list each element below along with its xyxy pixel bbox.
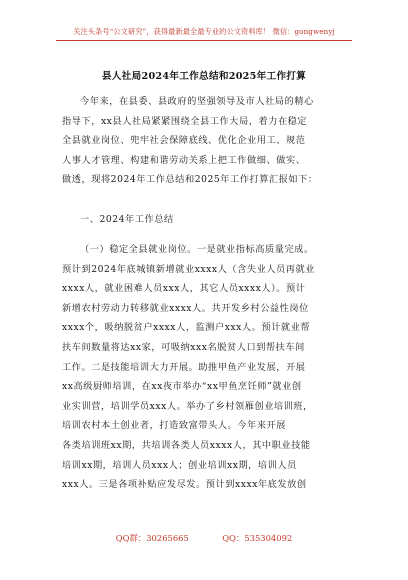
main-line: 培训xx期，培训人员xxx人；创业培训xx期，培训人员 — [62, 459, 297, 471]
document-title: 县人社局2024年工作总结和2025年工作打算 — [101, 71, 307, 82]
main-line: xx高级厨师培训，在xx夜市举办“xx甲鱼烹饪师”就业创 — [62, 381, 302, 393]
main-paragraph — [62, 240, 354, 495]
footer-contact — [0, 532, 408, 544]
intro-line: 人事人才管理、构建和谐劳动关系上把工作做细、做实、 — [62, 154, 306, 166]
main-line: 预计到2024年底城镇新增就业xxxx人（含失业人员再就业 — [62, 263, 315, 275]
intro-paragraph — [62, 92, 354, 190]
intro-line: 今年来，在县委、县政府的坚强领导及市人社局的精心 — [80, 96, 314, 107]
intro-line: 指导下，xx县人社局紧紧围绕全县工作大局，着力在稳定 — [62, 115, 308, 127]
footer-qq: QQ：535304092 — [222, 533, 293, 543]
main-line: 培训农村本土创业者，打造致富带头人。今年来开展 — [62, 420, 286, 432]
header-divider — [56, 40, 352, 41]
main-line: xxxx个，吸纳脱贫户xxxx人，监测户xxx人。预计就业帮 — [62, 322, 311, 334]
main-line: 工作。二是技能培训大力开展。助推甲鱼产业发展，开展 — [62, 361, 306, 373]
section-heading: 一、2024年工作总结 — [80, 214, 174, 225]
main-line: 各类培训班xx期，共培训各类人员xxxx人，其中职业技能 — [62, 439, 311, 451]
footer-qq-group: QQ群：30265665 — [115, 533, 189, 543]
main-line: 新增农村劳动力转移就业xxxx人。共开发乡村公益性岗位 — [62, 302, 309, 314]
main-line: 业实训营，培训学员xxx人。举办了乡村领雁创业培训班， — [62, 400, 313, 412]
main-line: xxx人。三是各项补贴应发尽发。预计到xxxx年底发放创 — [62, 479, 307, 491]
main-line: （一）稳定全县就业岗位。一是就业指标高质量完成。 — [80, 244, 314, 255]
header-banner: 关注头条号“公文研究”，获得最新最全最专业的公文资料库！ 微信：gongwenyj — [73, 27, 335, 36]
intro-line: 全县就业岗位、兜牢社会保障底线、优化企业用工、规范 — [62, 135, 306, 147]
intro-line: 做透，现将2024年工作总结和2025年工作打算汇报如下： — [62, 174, 318, 186]
main-line: xxxx人，就业困难人员xxx人，其它人员xxxx人）。预计 — [62, 283, 306, 295]
main-line: 扶车间数量将达xx家，可吸纳xxx名脱贫人口到帮扶车间 — [62, 341, 305, 353]
